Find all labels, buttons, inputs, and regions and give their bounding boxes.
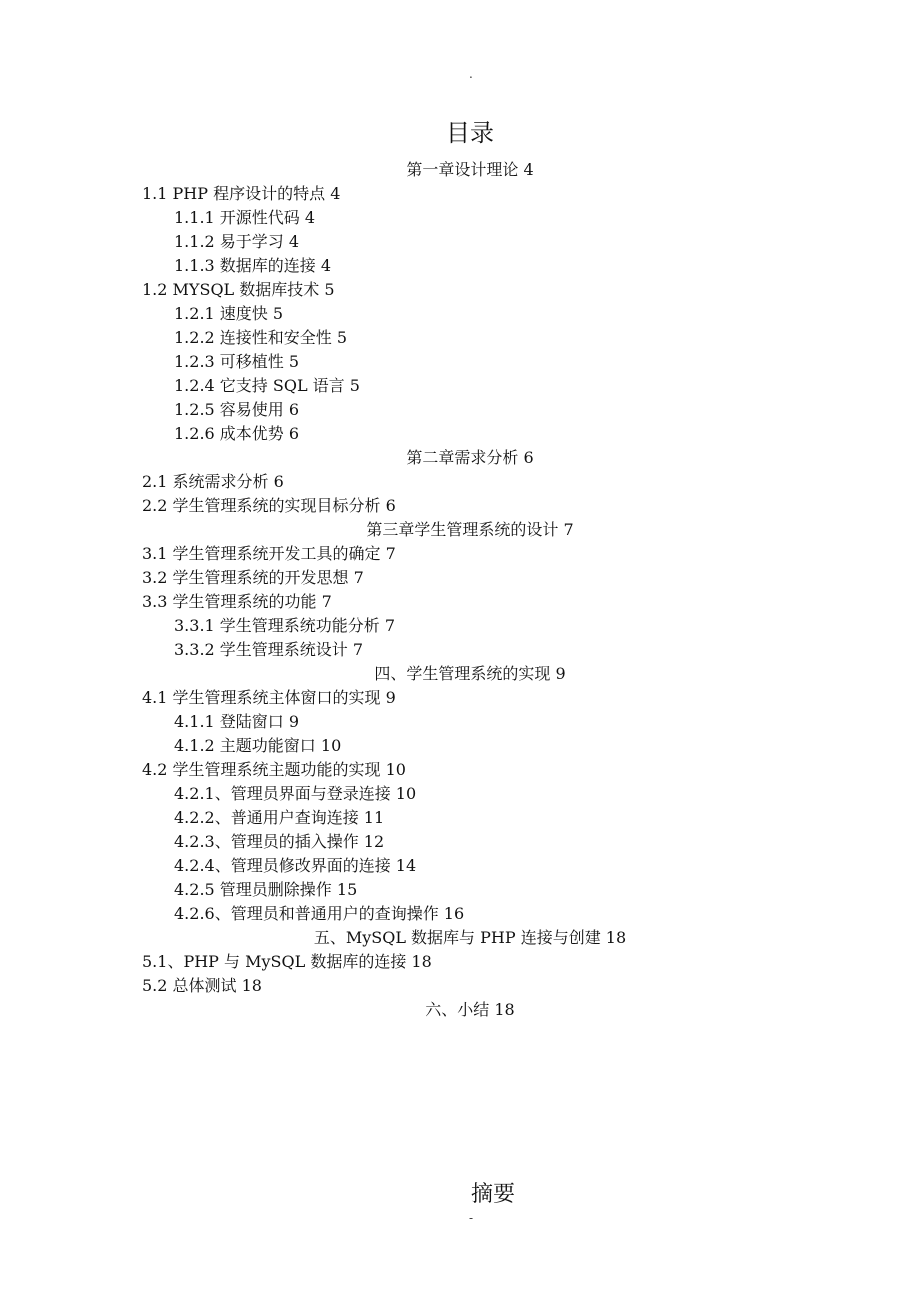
toc-entry-subsection: 1.1.1 开源性代码 4 xyxy=(174,208,316,227)
toc-entry-subsection: 3.3.2 学生管理系统设计 7 xyxy=(174,640,364,659)
toc-entry-chapter: 六、小结 18 xyxy=(425,1000,515,1019)
toc-entry-chapter: 第二章需求分析 6 xyxy=(406,448,534,467)
table-of-contents xyxy=(0,158,920,1022)
toc-entry-chapter: 四、学生管理系统的实现 9 xyxy=(374,664,566,683)
toc-entry-section: 5.1、PHP 与 MySQL 数据库的连接 18 xyxy=(142,952,432,971)
toc-entry-chapter: 第一章设计理论 4 xyxy=(406,160,534,179)
toc-entry-chapter: 第三章学生管理系统的设计 7 xyxy=(366,520,574,539)
toc-entry-section: 1.1 PHP 程序设计的特点 4 xyxy=(142,184,341,203)
toc-entry-subsection: 4.2.4、管理员修改界面的连接 14 xyxy=(174,856,417,875)
toc-entry-chapter: 五、MySQL 数据库与 PHP 连接与创建 18 xyxy=(313,928,627,947)
toc-entry-subsection: 1.2.2 连接性和安全性 5 xyxy=(174,328,348,347)
toc-entry-section: 2.1 系统需求分析 6 xyxy=(142,472,284,491)
toc-entry-section: 3.2 学生管理系统的开发思想 7 xyxy=(142,568,364,587)
toc-entry-section: 1.2 MYSQL 数据库技术 5 xyxy=(142,280,335,299)
toc-entry-subsection: 4.2.5 管理员删除操作 15 xyxy=(174,880,358,899)
header-mark: . xyxy=(469,67,473,81)
toc-title: 目录 xyxy=(446,119,494,147)
toc-entry-subsection: 4.2.3、管理员的插入操作 12 xyxy=(174,832,385,851)
toc-entry-subsection: 1.2.5 容易使用 6 xyxy=(174,400,300,419)
toc-entry-subsection: 3.3.1 学生管理系统功能分析 7 xyxy=(174,616,396,635)
toc-entry-subsection: 4.1.2 主题功能窗口 10 xyxy=(174,736,342,755)
abstract-heading: 摘要 xyxy=(470,1182,515,1207)
toc-entry-section: 3.1 学生管理系统开发工具的确定 7 xyxy=(142,544,396,563)
toc-entry-section: 4.2 学生管理系统主题功能的实现 10 xyxy=(142,760,406,779)
toc-entry-subsection: 1.1.2 易于学习 4 xyxy=(174,232,300,251)
toc-entry-section: 2.2 学生管理系统的实现目标分析 6 xyxy=(142,496,396,515)
toc-entry-subsection: 4.2.2、普通用户查询连接 11 xyxy=(174,808,385,827)
toc-entry-subsection: 4.2.1、管理员界面与登录连接 10 xyxy=(174,784,417,803)
toc-entry-subsection: 1.2.6 成本优势 6 xyxy=(174,424,300,443)
toc-entry-section: 5.2 总体测试 18 xyxy=(142,976,262,995)
footer-mark: - xyxy=(469,1211,474,1225)
toc-entry-subsection: 4.1.1 登陆窗口 9 xyxy=(174,712,300,731)
toc-entry-subsection: 1.1.3 数据库的连接 4 xyxy=(174,256,332,275)
toc-entry-section: 3.3 学生管理系统的功能 7 xyxy=(142,592,332,611)
toc-entry-subsection: 1.2.3 可移植性 5 xyxy=(174,352,300,371)
toc-entry-subsection: 1.2.1 速度快 5 xyxy=(174,304,284,323)
toc-entry-section: 4.1 学生管理系统主体窗口的实现 9 xyxy=(142,688,396,707)
toc-entry-subsection: 1.2.4 它支持 SQL 语言 5 xyxy=(174,376,360,395)
toc-entry-subsection: 4.2.6、管理员和普通用户的查询操作 16 xyxy=(174,904,465,923)
